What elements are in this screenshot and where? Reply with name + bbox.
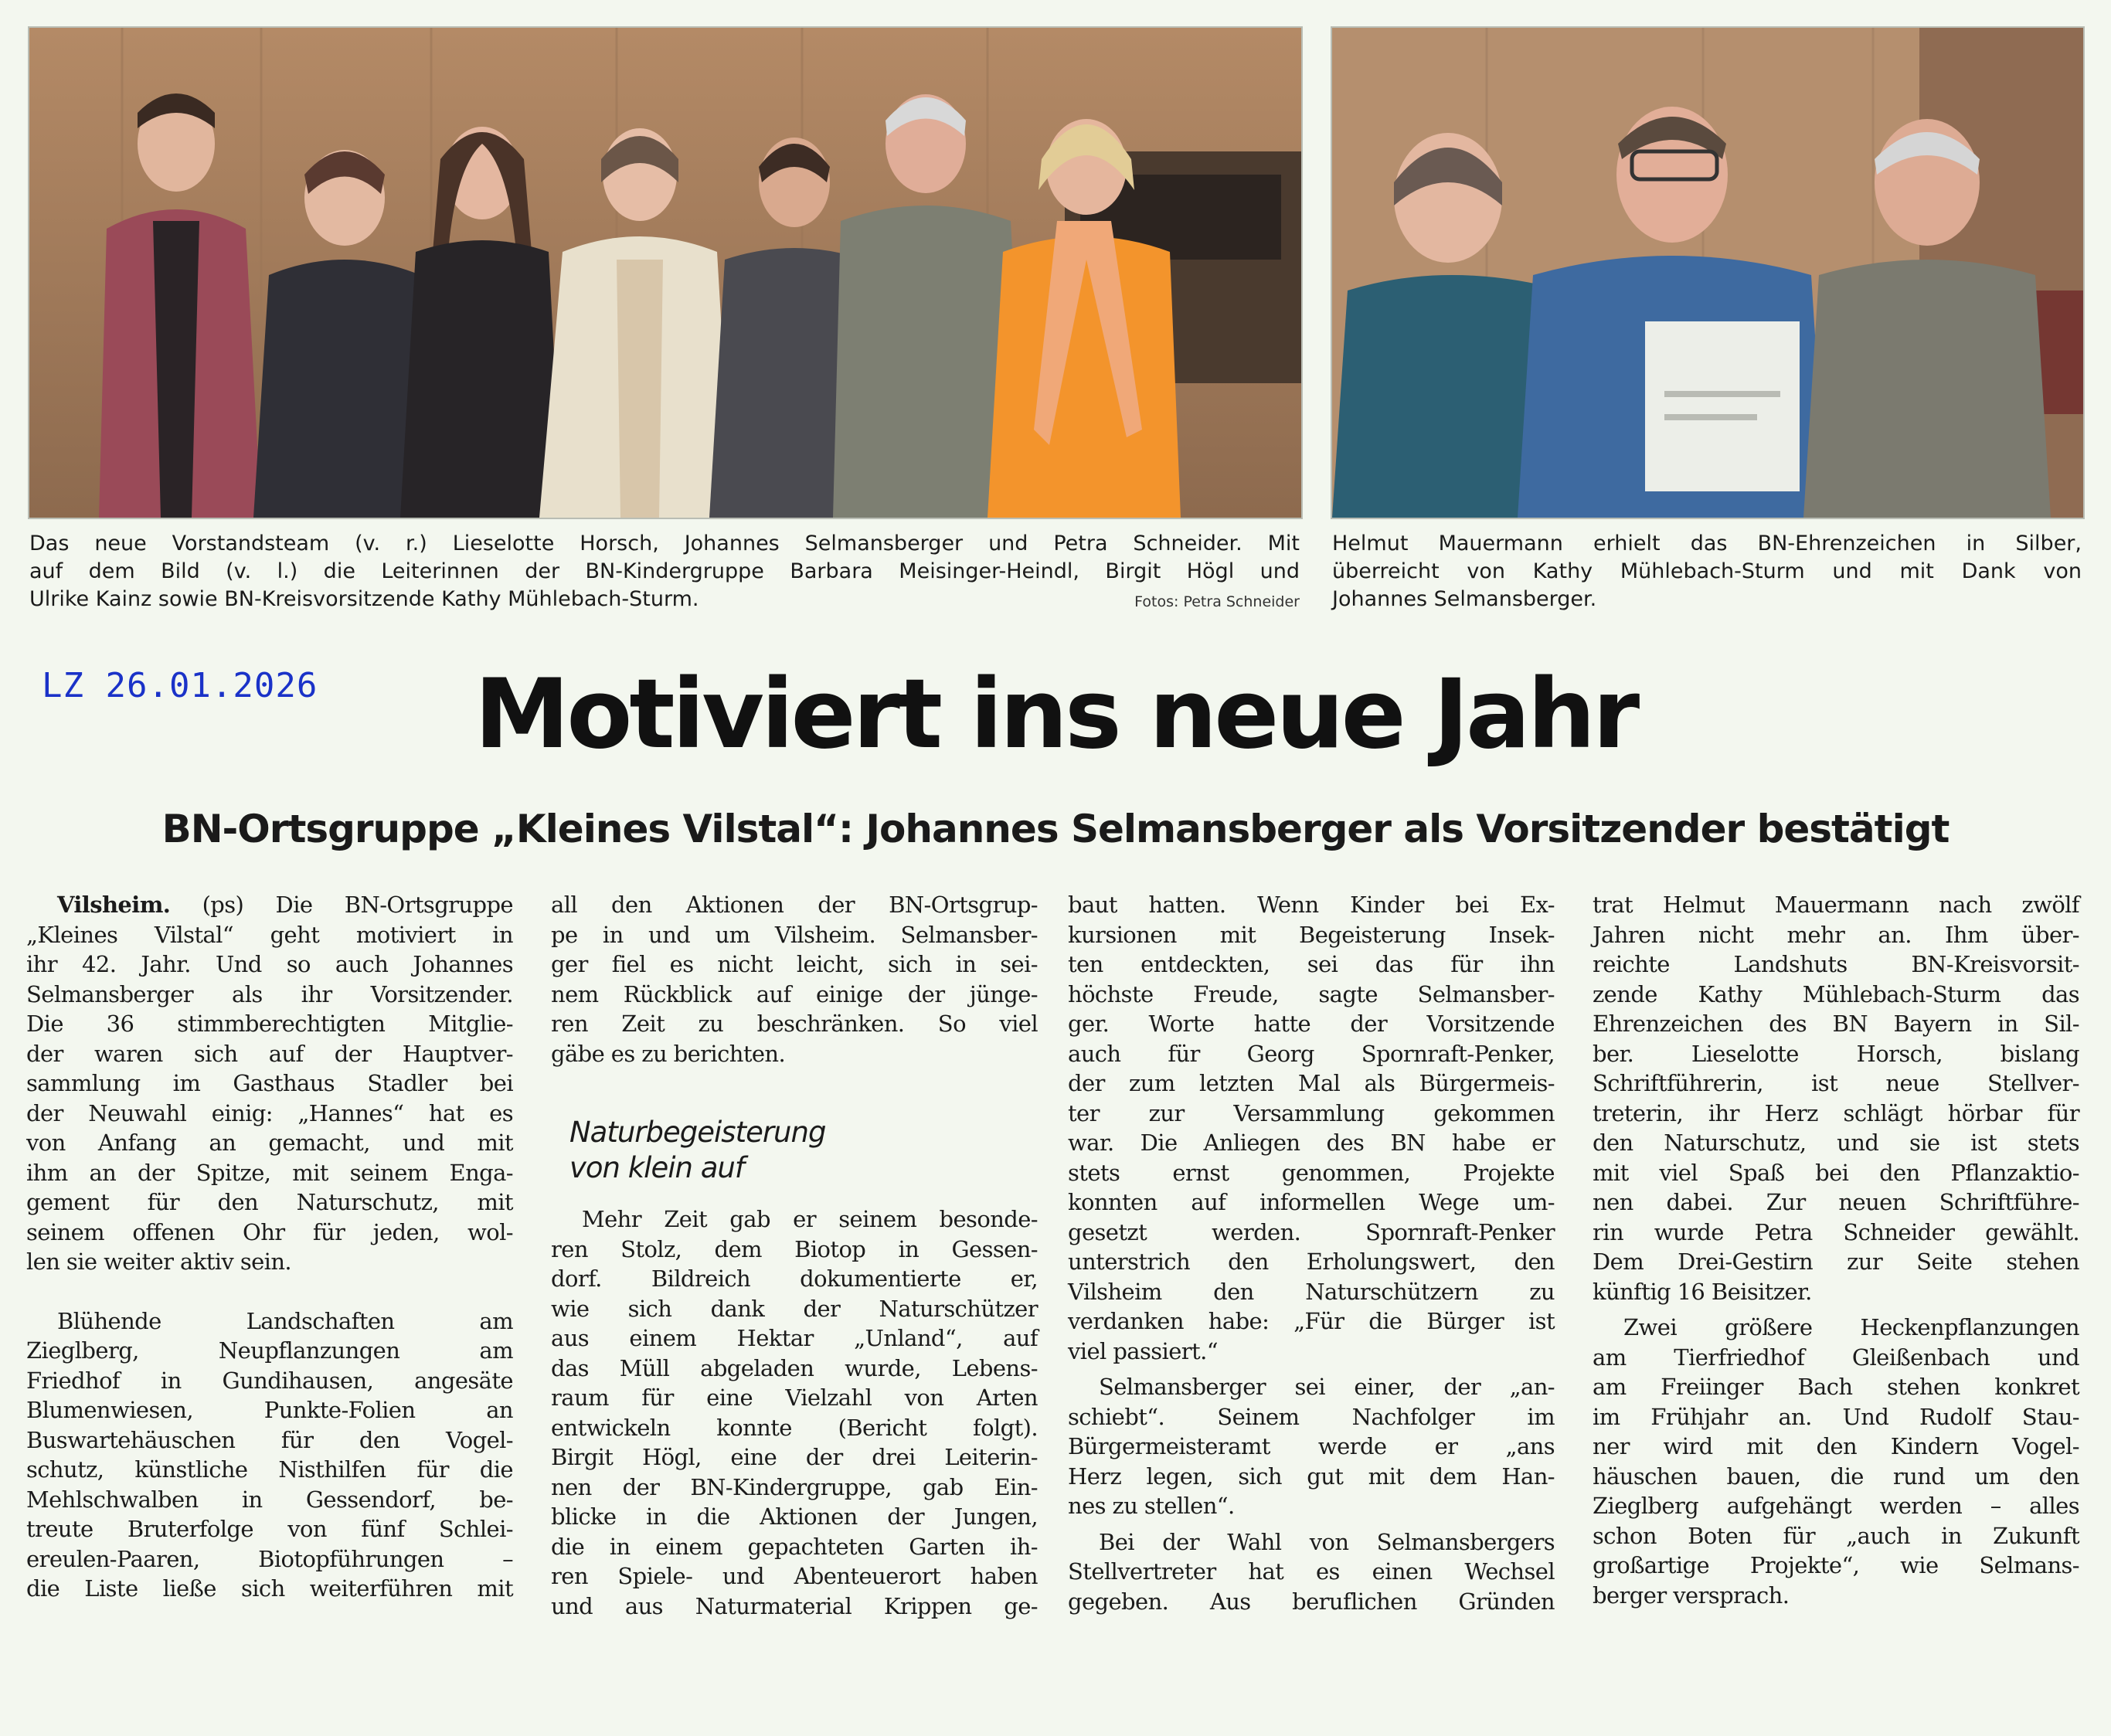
article-line: Zieglberg, Neupflanzungen am: [26, 1337, 513, 1364]
article-line: Vilsheim den Naturschützern zu: [1068, 1278, 1555, 1305]
article-line: viel passiert.“: [1068, 1337, 1218, 1364]
dateline: Vilsheim.: [57, 892, 171, 918]
article-line: Herz legen, sich gut mit dem Han-: [1068, 1463, 1555, 1490]
article-line: der Neuwahl einig: „Hannes“ hat es: [26, 1099, 513, 1126]
headline: Motiviert ins neue Jahr: [474, 659, 1637, 770]
article-line: sammlung im Gasthaus Stadler bei: [26, 1070, 513, 1096]
article-line: ihr 42. Jahr. Und so auch Johannes: [26, 951, 513, 977]
article-line: blicke in die Aktionen der Jungen,: [551, 1503, 1038, 1530]
article-line: treterin, ihr Herz schlägt hörbar für: [1593, 1099, 2079, 1126]
article-line: Schriftführerin, ist neue Stellver-: [1593, 1070, 2079, 1096]
article-line: seinem offenen Ohr für jeden, wol-: [26, 1218, 513, 1245]
article-line: ten entdeckten, sei das für ihn: [1068, 951, 1555, 977]
article-line: am Tierfriedhof Gleißenbach und: [1593, 1344, 2079, 1371]
photo-credit: Fotos: Petra Schneider: [1134, 593, 1300, 610]
section-subheading: Naturbegeisterung: [569, 1116, 826, 1149]
article-line: nes zu stellen“.: [1068, 1493, 1235, 1519]
article-line: gegeben. Aus beruflichen Gründen: [1068, 1588, 1555, 1615]
article-line: Zieglberg aufgehängt werden – alles: [1593, 1493, 2079, 1519]
article-line: Ehrenzeichen des BN Bayern in Sil-: [1593, 1011, 2079, 1037]
article-line: all den Aktionen der BN-Ortsgrup-: [551, 892, 1038, 918]
article-line: rin wurde Petra Schneider gewählt.: [1593, 1218, 2079, 1245]
article-line: ren Zeit zu beschränken. So viel: [551, 1011, 1038, 1037]
article-column-4: [1593, 890, 2079, 1610]
caption-line: Das neue Vorstandsteam (v. r.) Lieselotte Horsch, Johannes Selmansberger und Petra Schneider. Mit: [29, 532, 1300, 555]
article-line: reichte Landshuts BN-Kreisvorsit-: [1593, 951, 2079, 977]
article-line: schutz, künstliche Nisthilfen für die: [26, 1456, 513, 1483]
article-line: wie sich dank der Naturschützer: [551, 1295, 1038, 1322]
paragraph-gap: [1068, 1521, 1555, 1527]
article-line: Bürgermeisteramt werde er „ans: [1068, 1433, 1555, 1459]
article-line: trat Helmut Mauermann nach zwölf: [1593, 892, 2079, 918]
article-line: war. Die Anliegen des BN habe er: [1068, 1130, 1555, 1156]
article-line: nen dabei. Zur neuen Schriftführe-: [1593, 1189, 2079, 1215]
article-line: gesetzt werden. Spornraft-Penker: [1068, 1218, 1555, 1245]
article-line: zende Kathy Mühlebach-Sturm das: [1593, 980, 2079, 1007]
article-line: ren Spiele- und Abenteuerort haben: [551, 1563, 1038, 1589]
article-line: Mehr Zeit gab er seinem besonde-: [582, 1206, 1038, 1232]
article-line: der zum letzten Mal als Bürgermeis-: [1068, 1070, 1555, 1096]
article-line: auch für Georg Spornraft-Penker,: [1068, 1040, 1555, 1067]
paragraph-gap: [1593, 1306, 2079, 1313]
article-line: konnten auf informellen Wege um-: [1068, 1189, 1555, 1215]
article-line: höchste Freude, sagte Selmansber-: [1068, 980, 1555, 1007]
article-line: den Naturschutz, und sie ist stets: [1593, 1130, 2079, 1156]
article-line: häuschen bauen, die rund um den: [1593, 1463, 2079, 1490]
article-line: ihm an der Spitze, mit seinem Enga-: [26, 1159, 513, 1186]
article-line: Buswartehäuschen für den Vogel-: [26, 1426, 513, 1453]
article-line: dorf. Bildreich dokumentierte er,: [551, 1265, 1038, 1292]
article-column-2: [551, 890, 1038, 1621]
article-line: Blumenwiesen, Punkte-Folien an: [26, 1397, 513, 1423]
article-line: Selmansberger als ihr Vorsitzender.: [26, 980, 513, 1007]
article-line: die in einem gepachteten Garten ih-: [551, 1533, 1038, 1560]
article-line: stets ernst genommen, Projekte: [1068, 1159, 1555, 1186]
caption-line: Ulrike Kainz sowie BN-Kreisvorsitzende Kathy Mühlebach-Sturm.: [29, 587, 699, 611]
article-line: treute Bruterfolge von fünf Schlei-: [26, 1516, 513, 1542]
article-line: großartige Projekte“, wie Selmans-: [1593, 1552, 2079, 1578]
article-line: künftig 16 Beisitzer.: [1593, 1278, 1812, 1305]
caption-line: Johannes Selmansberger.: [1332, 587, 1597, 611]
article-line: aus einem Hektar „Unland“, auf: [551, 1325, 1038, 1351]
paragraph-gap: [551, 1186, 1038, 1204]
article-text: (ps) Die BN-Ortsgruppe: [202, 892, 513, 918]
caption-line: auf dem Bild (v. l.) die Leiterinnen der BN-Kindergruppe Barbara Meisinger-Heindl, Birgit Högl und: [29, 559, 1300, 583]
article-line: pe in und um Vilsheim. Selmansber-: [551, 921, 1038, 948]
article-line: von Anfang an gemacht, und mit: [26, 1130, 513, 1156]
award-photo-icon: [1332, 28, 2083, 518]
photo-caption-left: [29, 530, 1300, 617]
subheadline: BN-Ortsgruppe „Kleines Vilstal“: Johannes Selmansberger als Vorsitzender bestätigt: [161, 807, 1950, 851]
article-line: das Müll abgeladen wurde, Lebens-: [551, 1354, 1038, 1381]
article-line: Die 36 stimmberechtigten Mitglie-: [26, 1011, 513, 1037]
article-line: Selmansberger sei einer, der „an-: [1099, 1374, 1555, 1400]
group-photo-icon: [29, 28, 1301, 518]
article-line: am Freiinger Bach stehen konkret: [1593, 1374, 2079, 1400]
article-line: Birgit Högl, eine der drei Leiterin-: [551, 1444, 1038, 1470]
article-line: Stellvertreter hat es einen Wechsel: [1068, 1558, 1555, 1585]
article-line: Blühende Landschaften am: [57, 1307, 513, 1334]
article-line: entwickeln konnte (Bericht folgt).: [551, 1414, 1038, 1441]
article-line: Bei der Wahl von Selmansbergers: [1099, 1528, 1555, 1555]
article-line: baut hatten. Wenn Kinder bei Ex-: [1068, 892, 1555, 918]
article-line: gäbe es zu berichten.: [551, 1040, 786, 1067]
article-line: ger fiel es nicht leicht, sich in sei-: [551, 951, 1038, 977]
article-line: berger versprach.: [1593, 1581, 1790, 1609]
paragraph-gap: [1068, 1366, 1555, 1372]
article-line: len sie weiter aktiv sein.: [26, 1248, 292, 1275]
article-line: [26, 890, 513, 920]
article-line: „Kleines Vilstal“ geht motiviert in: [26, 921, 513, 948]
article-line: raum für eine Vielzahl von Arten: [551, 1384, 1038, 1411]
article-line: gement für den Naturschutz, mit: [26, 1189, 513, 1215]
award-photo: [1331, 26, 2085, 519]
article-line: ren Stolz, dem Biotop in Gessen-: [551, 1235, 1038, 1262]
article-line: ereulen-Paaren, Biotopführungen –: [26, 1545, 513, 1572]
article-line: verdanken habe: „Für die Bürger ist: [1068, 1308, 1555, 1334]
article-line: ber. Lieselotte Horsch, bislang: [1593, 1040, 2079, 1067]
article-line: schon Boten für „auch in Zukunft: [1593, 1522, 2079, 1549]
article-line: Jahren nicht mehr an. Ihm über-: [1593, 921, 2079, 948]
article-line: nem Rückblick auf einige der jünge-: [551, 980, 1038, 1007]
photo-caption-right: [1332, 530, 2082, 617]
caption-line: Helmut Mauermann erhielt das BN-Ehrenzeichen in Silber,: [1332, 532, 2082, 555]
group-photo: [28, 26, 1303, 519]
article-line: Dem Drei-Gestirn zur Seite stehen: [1593, 1248, 2079, 1275]
article-line: und aus Naturmaterial Krippen ge-: [551, 1592, 1038, 1619]
article-line: der waren sich auf der Hauptver-: [26, 1040, 513, 1067]
date-stamp: LZ 26.01.2026: [42, 666, 318, 705]
article-line: schiebt“. Seinem Nachfolger im: [1068, 1403, 1555, 1430]
paragraph-gap: [551, 1068, 1038, 1115]
article-line: Friedhof in Gundihausen, angesäte: [26, 1367, 513, 1394]
article-line: unterstrich den Erholungswert, den: [1068, 1248, 1555, 1275]
article-line: nen der BN-Kindergruppe, gab Ein-: [551, 1473, 1038, 1500]
caption-line: überreicht von Kathy Mühlebach-Sturm und mit Dank von: [1332, 559, 2082, 583]
article-line: kursionen mit Begeisterung Insek-: [1068, 921, 1555, 948]
article-column-1: [26, 890, 513, 1604]
article-line: die Liste ließe sich weiterführen mit: [26, 1575, 513, 1602]
article-line: Zwei größere Heckenpflanzungen: [1623, 1314, 2079, 1340]
article-line: im Frühjahr an. Und Rudolf Stau-: [1593, 1403, 2079, 1430]
article-column-3: [1068, 890, 1555, 1616]
article-line: Mehlschwalben in Gessendorf, be-: [26, 1486, 513, 1513]
article-line: ger. Worte hatte der Vorsitzende: [1068, 1011, 1555, 1037]
article-line: mit viel Spaß bei den Pflanzaktio-: [1593, 1159, 2079, 1186]
paragraph-gap: [26, 1277, 513, 1306]
article-line: ter zur Versammlung gekommen: [1068, 1099, 1555, 1126]
section-subheading: von klein auf: [569, 1151, 744, 1184]
article-line: ner wird mit den Kindern Vogel-: [1593, 1433, 2079, 1459]
